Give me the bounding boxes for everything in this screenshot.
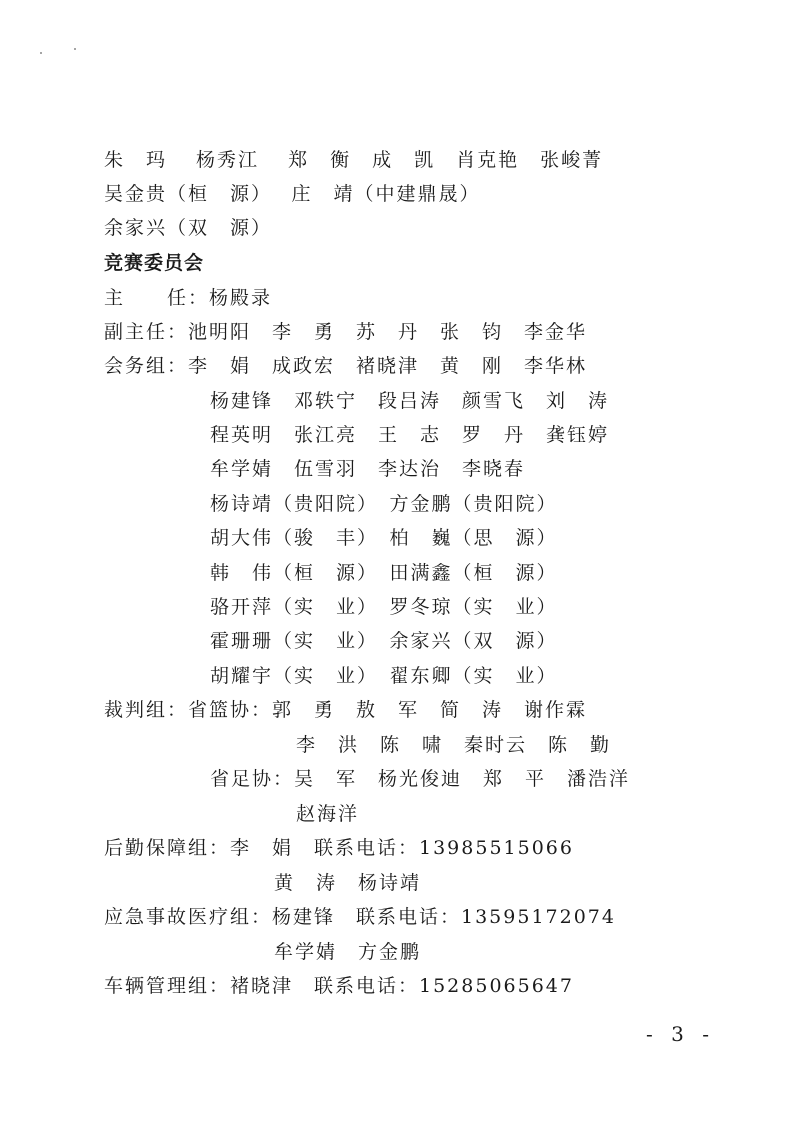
scan-speck <box>74 48 76 50</box>
text-line: 裁判组：省篮协：郭 勇 敖 军 简 涛 谢作霖 <box>104 699 588 721</box>
text-line: 杨建锋 邓轶宁 段吕涛 颜雪飞 刘 涛 <box>210 390 610 412</box>
section-heading: 竞赛委员会 <box>104 252 205 274</box>
text-line: 胡耀宇（实 业） 翟东卿（实 业） <box>210 665 558 687</box>
text-line: 程英明 张江亮 王 志 罗 丹 龚钰婷 <box>210 424 610 446</box>
text-line: 主 任：杨殿录 <box>104 287 273 309</box>
text-line: 省足协：吴 军 杨光俊迪 郑 平 潘浩洋 <box>210 768 631 790</box>
text-line: 应急事故医疗组：杨建锋 联系电话：13595172074 <box>104 906 616 928</box>
text-line: 韩 伟（桓 源） 田满鑫（桓 源） <box>210 562 558 584</box>
text-line: 后勤保障组：李 娟 联系电话：13985515066 <box>104 837 574 859</box>
text-line: 会务组：李 娟 成政宏 褚晓津 黄 刚 李华林 <box>104 355 588 377</box>
text-line: 吴金贵（桓 源） 庄 靖（中建鼎晟） <box>104 183 481 205</box>
text-line: 李 洪 陈 啸 秦时云 陈 勤 <box>296 734 612 756</box>
text-line: 胡大伟（骏 丰） 柏 巍（思 源） <box>210 527 558 549</box>
page-number: - 3 - <box>646 1022 715 1046</box>
text-line: 骆开萍（实 业） 罗冬琼（实 业） <box>210 596 558 618</box>
scan-speck <box>40 52 42 54</box>
text-line: 副主任：池明阳 李 勇 苏 丹 张 钧 李金华 <box>104 321 588 343</box>
text-line: 牟学婧 方金鹏 <box>274 941 422 963</box>
text-line: 朱 玛 杨秀江 郑 衡 成 凯 肖克艳 张峻菁 <box>104 149 604 171</box>
text-line: 赵海洋 <box>296 803 360 825</box>
text-line: 牟学婧 伍雪羽 李达治 李晓春 <box>210 458 526 480</box>
text-line: 霍珊珊（实 业） 余家兴（双 源） <box>210 630 558 652</box>
text-line: 余家兴（双 源） <box>104 217 273 239</box>
text-line: 黄 涛 杨诗靖 <box>274 872 422 894</box>
text-line: 杨诗靖（贵阳院） 方金鹏（贵阳院） <box>210 493 558 515</box>
text-line: 车辆管理组：褚晓津 联系电话：15285065647 <box>104 975 574 997</box>
